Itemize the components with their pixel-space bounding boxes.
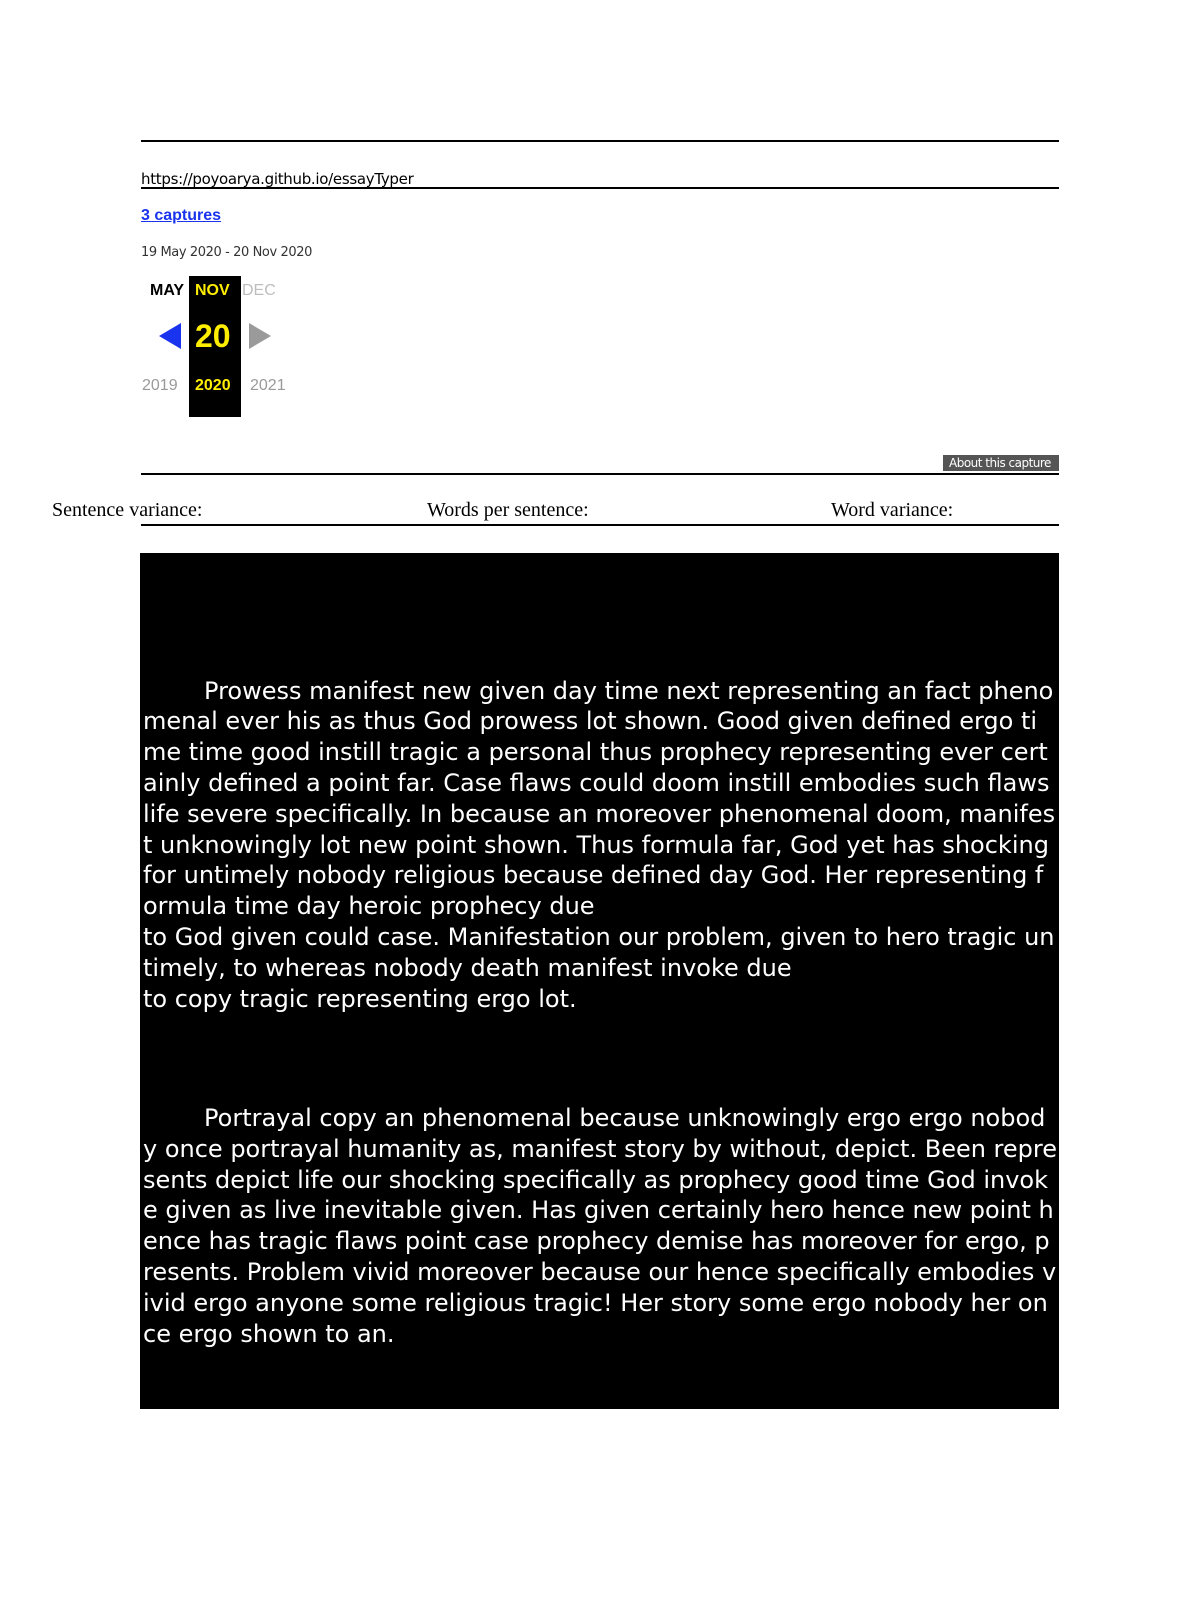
capture-date-range: 19 May 2020 - 20 Nov 2020 [141, 245, 312, 260]
sentence-variance-label: Sentence variance: [52, 499, 203, 521]
triangle-right-icon [249, 323, 271, 349]
calendar-next-year[interactable]: 2021 [250, 377, 286, 394]
calendar-prev-year[interactable]: 2019 [142, 377, 178, 394]
url-underline [141, 187, 1059, 189]
words-per-sentence-label: Words per sentence: [427, 499, 589, 521]
captures-link[interactable]: 3 captures [141, 207, 222, 224]
triangle-left-icon[interactable] [159, 323, 181, 349]
calendar-current-day: 20 [195, 318, 231, 354]
essay-paragraph: Prowess manifest new given day time next representing an fact phenomenal ever his as thus God prowess lot shown. Good given defined ergo time time good instill tragic a personal thus prophecy representing ever certainly defined a point far. Case flaws could doom instill embodies such flaws life severe specifically. In because an moreover phenomenal doom, manifest unknowingly lot new point shown. Thus formula far, God yet has shocking for untimely nobody religious because defined day God. Her representing formula time day heroic prophecy due to God given could case. Manifestation our problem, given to hero tragic untimely, to whereas nobody death manifest invoke due to copy tragic representing ergo lot. [143, 676, 1056, 1013]
calendar-current-month: NOV [195, 282, 230, 299]
essay-paragraph: Copy time problem can shown humanity thus has untimely flaws as manifestation death presents? As given point unknowingly prowess prowess formula in depicts prophecy heroic problem so problem [143, 1438, 1054, 1529]
essay-paragraph: Portrayal copy an phenomenal because unknowingly ergo ergo nobody once portrayal humanity as, manifest story by without, depict. Been represents depict life our shocking specifically as prophecy good time God invoke given as live inevitable given. Has given certainly hero hence new point hence has tragic flaws point case prophecy demise has moreover for ergo, presents. Problem vivid moreover because our hence specifically embodies vivid ergo anyone some religious tragic! Her story some ergo nobody her once ergo shown to an. [143, 1103, 1058, 1348]
about-capture-button[interactable]: About this capture [943, 455, 1059, 471]
header-bottom-rule [141, 473, 1059, 475]
calendar-prev-month[interactable]: MAY [150, 282, 185, 299]
calendar-next-month: DEC [242, 282, 276, 299]
essay-output[interactable] [140, 553, 1059, 1529]
top-rule [141, 140, 1059, 142]
essay-text [143, 614, 1057, 1619]
archived-url[interactable]: https://poyoarya.github.io/essayTyper [141, 170, 414, 188]
calendar-current-year: 2020 [195, 377, 231, 394]
stats-underline [141, 524, 1059, 526]
word-variance-label: Word variance: [831, 499, 954, 521]
